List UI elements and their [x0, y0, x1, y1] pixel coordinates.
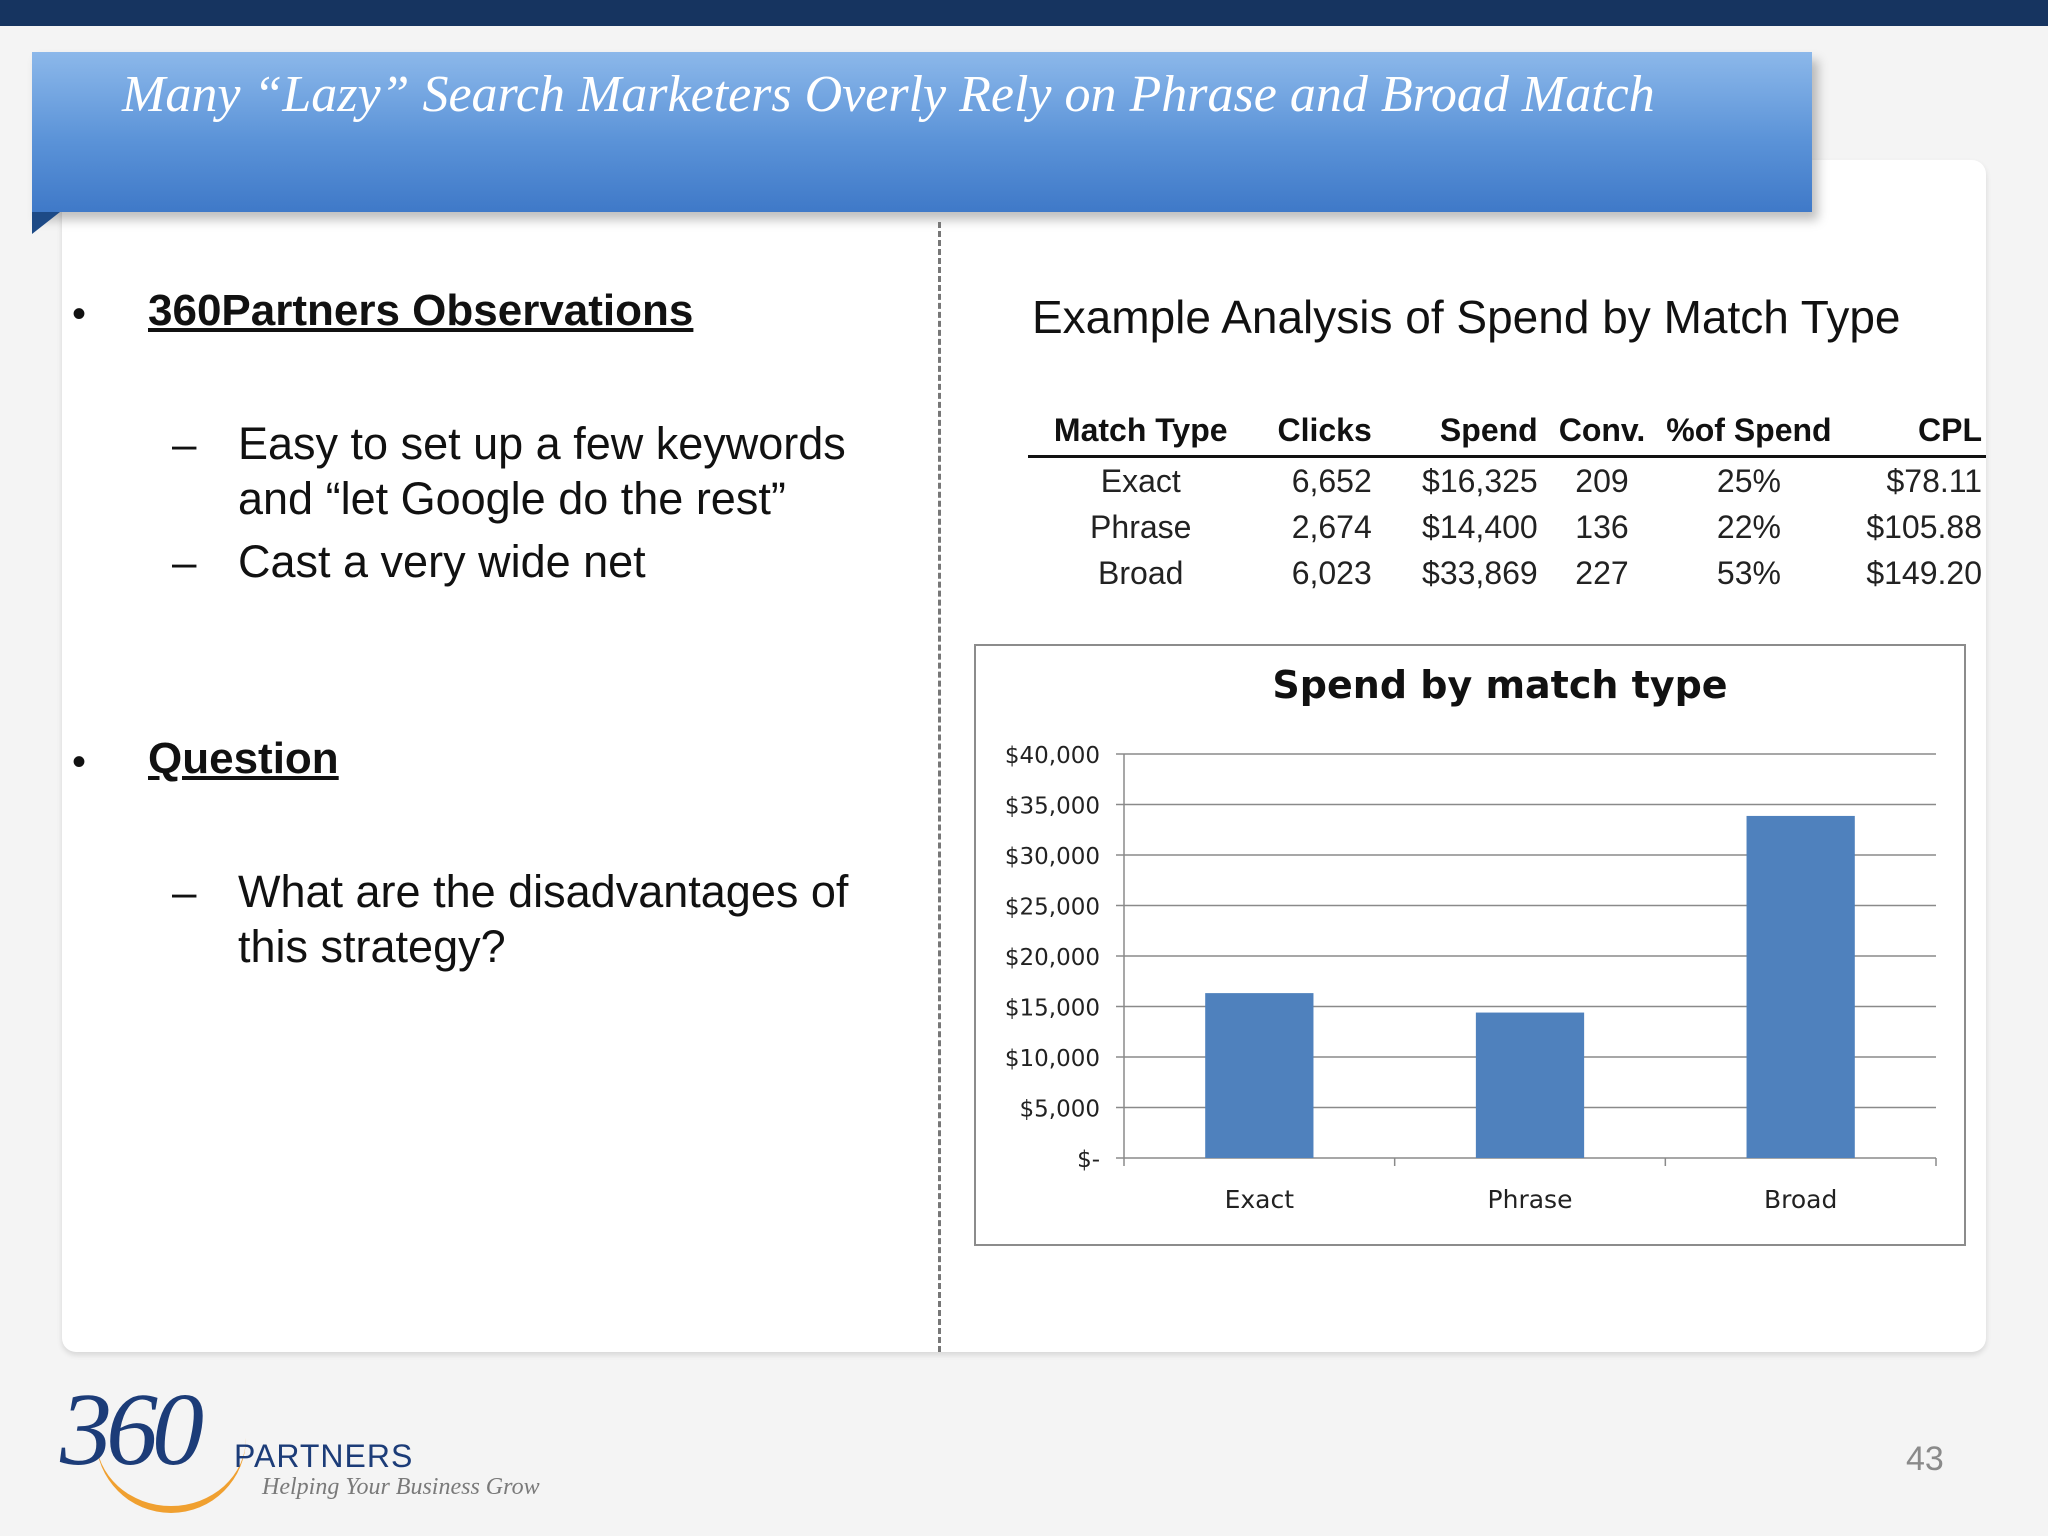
y-tick-label: $10,000 — [1004, 1046, 1100, 1072]
table-row — [1028, 504, 1986, 550]
bar-exact — [1205, 993, 1313, 1158]
y-tick-label: $- — [1077, 1147, 1100, 1173]
page-number: 43 — [1906, 1440, 1944, 1478]
bullet-observations: • — [72, 292, 87, 336]
bar-phrase — [1476, 1013, 1584, 1158]
observation-item-1-line1: Easy to set up a few keywords — [238, 418, 846, 469]
table-header-cell: CPL — [1836, 406, 1986, 457]
bar-broad — [1747, 816, 1855, 1158]
y-tick-label: $25,000 — [1004, 894, 1100, 921]
table-cell: $33,869 — [1422, 554, 1538, 591]
x-tick-label: Exact — [1224, 1185, 1295, 1214]
table-header-row — [1028, 406, 1986, 457]
y-tick-label: $20,000 — [1004, 945, 1100, 971]
table-cell: 2,674 — [1291, 508, 1372, 545]
table-cell: Exact — [1100, 462, 1181, 499]
column-divider — [938, 222, 941, 1352]
observation-item-2-line1: Cast a very wide net — [238, 536, 646, 587]
table-header-cell: %of Spend — [1662, 406, 1835, 457]
table-row — [1028, 550, 1986, 596]
dash-question-item: – — [172, 868, 197, 917]
table-header-cell: Match Type — [1028, 406, 1253, 457]
spend-chart — [974, 644, 1966, 1246]
table-cell: $14,400 — [1422, 508, 1538, 545]
question-item-line2: this strategy? — [238, 921, 506, 972]
table-cell: 136 — [1575, 508, 1629, 545]
company-logo-mark: 360 — [60, 1372, 198, 1487]
chart-title: Spend by match type — [1272, 663, 1728, 707]
bullet-question: • — [72, 740, 87, 784]
title-banner-fold — [32, 212, 60, 234]
y-tick-label: $15,000 — [1004, 995, 1100, 1022]
table-header-cell: Spend — [1376, 406, 1542, 457]
dash-item-1: – — [172, 420, 197, 469]
y-tick-label: $35,000 — [1004, 793, 1100, 820]
question-item-line1: What are the disadvantages of — [238, 866, 849, 917]
table-cell: 227 — [1575, 554, 1629, 591]
x-tick-label: Broad — [1763, 1185, 1838, 1214]
y-tick-label: $30,000 — [1004, 844, 1100, 870]
table-cell: $149.20 — [1866, 554, 1982, 591]
spend-chart-svg — [976, 646, 1964, 1244]
table-cell: 22% — [1716, 508, 1781, 545]
table-cell: $16,325 — [1422, 462, 1538, 499]
table-cell: $105.88 — [1866, 508, 1982, 545]
table-cell: 209 — [1575, 462, 1629, 499]
table-cell: 6,652 — [1291, 462, 1372, 499]
company-logo-word: PARTNERS — [234, 1438, 414, 1474]
heading-question: Question — [148, 734, 339, 783]
table-cell: $78.11 — [1886, 462, 1982, 499]
x-tick-label: Phrase — [1487, 1185, 1573, 1214]
heading-observations: 360Partners Observations — [148, 286, 694, 335]
observation-item-1-line2: and “let Google do the rest” — [238, 473, 786, 524]
top-bar — [0, 0, 2048, 26]
table-cell: 25% — [1716, 462, 1781, 499]
y-tick-label: $40,000 — [1004, 743, 1100, 769]
y-tick-label: $5,000 — [1019, 1096, 1100, 1123]
table-header-cell: Conv. — [1542, 406, 1663, 457]
dash-item-2: – — [172, 538, 197, 587]
company-tagline: Helping Your Business Grow — [262, 1474, 540, 1500]
observation-item-2 — [238, 534, 998, 589]
table-row — [1028, 457, 1986, 505]
observation-item-1 — [238, 416, 998, 526]
table-cell: Broad — [1098, 554, 1184, 591]
table-header-cell: Clicks — [1253, 406, 1375, 457]
table-cell: 6,023 — [1291, 554, 1372, 591]
question-item — [238, 864, 998, 974]
spend-table — [1028, 406, 1986, 596]
table-cell: Phrase — [1090, 508, 1192, 545]
table-cell: 53% — [1716, 554, 1781, 591]
slide-title: Many “Lazy” Search Marketers Overly Rely on Phrase and Broad Match — [122, 66, 1655, 123]
analysis-title: Example Analysis of Spend by Match Type — [1032, 291, 1901, 343]
